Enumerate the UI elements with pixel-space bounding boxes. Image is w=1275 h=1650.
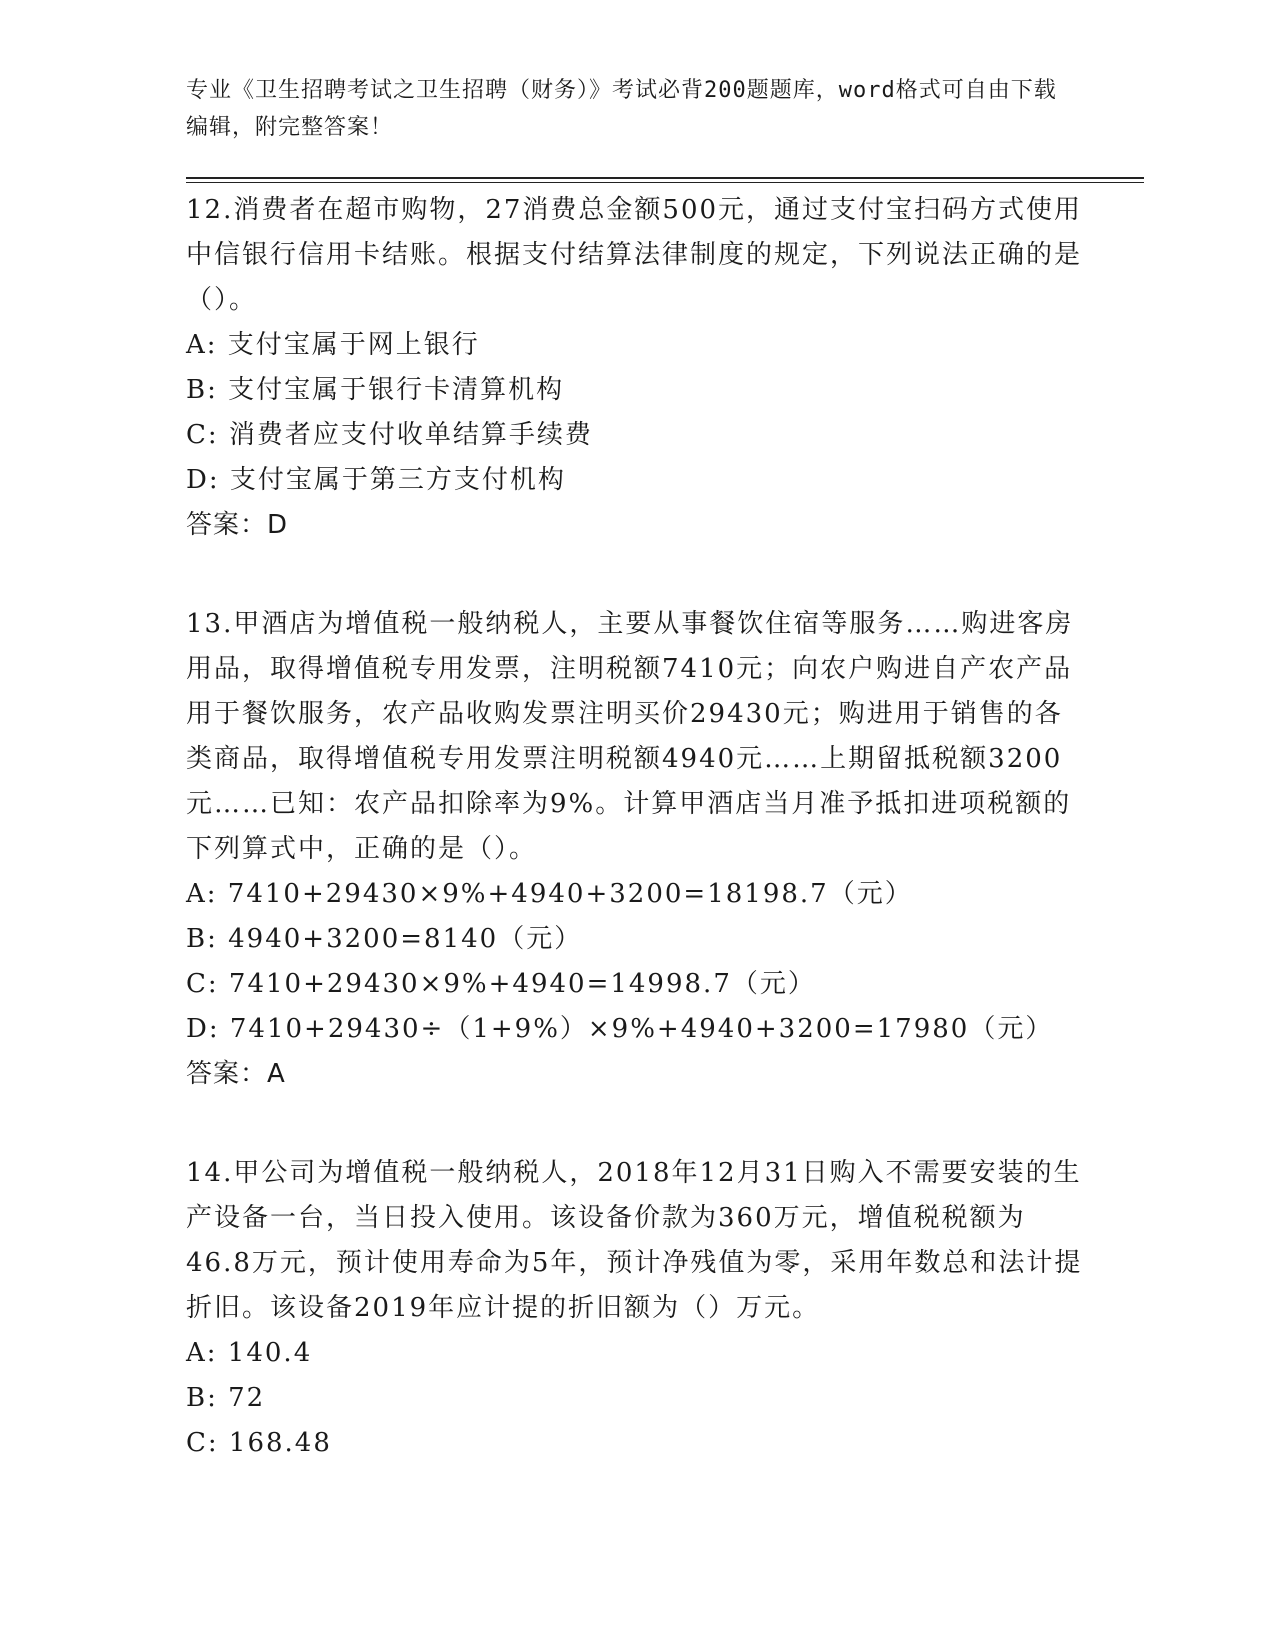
option-d: D: 7410+29430÷（1+9%）×9%+4940+3200=17980（元） <box>186 1014 1054 1044</box>
answer: 答案：D <box>186 510 289 540</box>
header-divider-thin <box>186 182 1144 183</box>
question-spacer <box>186 1097 1086 1151</box>
option-a: A: 支付宝属于网上银行 <box>186 330 480 360</box>
option-c: C: 168.48 <box>186 1428 332 1458</box>
document-header: 专业《卫生招聘考试之卫生招聘（财务）》考试必背200题题库，word格式可自由下载编辑，附完整答案！ <box>186 78 1057 140</box>
question-12 <box>186 188 1086 548</box>
question-stem: 12.消费者在超市购物，27消费总金额500元，通过支付宝扫码方式使用中信银行信用卡结账。根据支付结算法律制度的规定，下列说法正确的是（）。 <box>186 195 1083 315</box>
question-13 <box>186 602 1086 1097</box>
question-stem: 14.甲公司为增值税一般纳税人，2018年12月31日购入不需要安装的生产设备一台，当日投入使用。该设备价款为360万元，增值税税额为46.8万元，预计使用寿命为5年，预计净残值为零，采用年数总和法计提折旧。该设备2019年应计提的折旧额为（）万元。 <box>186 1158 1083 1323</box>
option-d: D: 支付宝属于第三方支付机构 <box>186 465 566 495</box>
option-a: A: 140.4 <box>186 1338 313 1368</box>
question-stem: 13.甲酒店为增值税一般纳税人，主要从事餐饮住宿等服务……购进客房用品，取得增值税专用发票，注明税额7410元；向农户购进自产农产品用于餐饮服务，农产品收购发票注明买价29430元；购进用于销售的各类商品，取得增值税专用发票注明税额4940元……上期留抵税额3200元……已知：农产品扣除率为9%。计算甲酒店当月准予抵扣进项税额的下列算式中，正确的是（）。 <box>186 609 1074 864</box>
option-a: A: 7410+29430×9%+4940+3200=18198.7（元） <box>186 879 913 909</box>
question-14 <box>186 1151 1086 1466</box>
option-b: B: 4940+3200=8140（元） <box>186 924 583 954</box>
question-list <box>186 188 1086 1466</box>
option-c: C: 消费者应支付收单结算手续费 <box>186 420 593 450</box>
answer: 答案：A <box>186 1059 286 1089</box>
option-b: B: 72 <box>186 1383 266 1413</box>
question-spacer <box>186 548 1086 602</box>
header-divider-thick <box>186 177 1144 179</box>
option-c: C: 7410+29430×9%+4940=14998.7（元） <box>186 969 816 999</box>
option-b: B: 支付宝属于银行卡清算机构 <box>186 375 565 405</box>
